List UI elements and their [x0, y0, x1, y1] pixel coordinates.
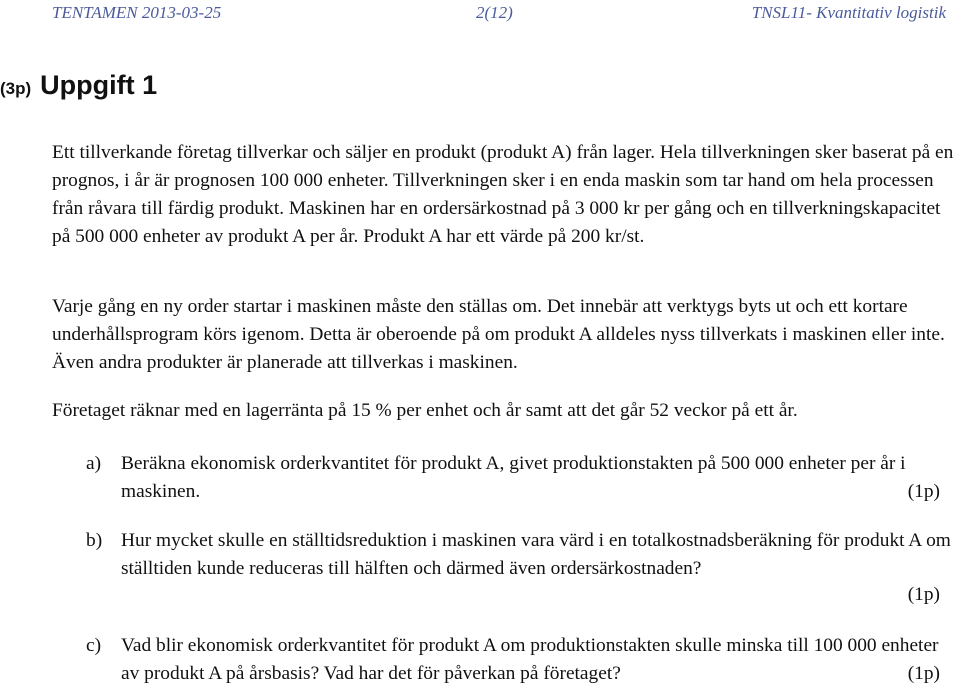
question-points: (1p) — [907, 584, 940, 605]
task-heading — [0, 70, 157, 101]
question-points: (1p) — [907, 481, 940, 502]
question-points: (1p) — [907, 663, 940, 684]
question-label: c) — [86, 635, 102, 656]
task-title: Uppgift 1 — [40, 70, 158, 100]
setup-paragraph: Varje gång en ny order startar i maskinen måste den ställas om. Det innebär att verktygs byts ut och ett kortare underhållsprogram körs igenom. Detta är oberoende på om produkt A alldeles nyss tillverkats i maskinen eller inte. Även andra produkter är planerade att tillverkas i maskinen. — [52, 296, 945, 373]
question-text: Vad blir ekonomisk orderkvantitet för produkt A om produktionstakten skulle minska till 100 000 enheter av produkt A på årsbasis? Vad har det för påverkan på företaget? — [121, 635, 939, 684]
page-number-header: 2(12) — [476, 3, 513, 22]
question-text: Beräkna ekonomisk orderkvantitet för produkt A, givet produktionstakten på 500 000 enheter per år i maskinen. — [121, 453, 906, 502]
question-text: Hur mycket skulle en ställtidsreduktion i maskinen vara värd i en totalkostnadsberäkning för produkt A om ställtiden kunde reduceras till hälften och därmed även ordersärkostnaden? — [121, 530, 951, 579]
course-header: TNSL11- Kvantitativ logistik — [751, 3, 946, 22]
question-label: a) — [86, 453, 102, 474]
exam-date-header: TENTAMEN 2013-03-25 — [52, 3, 222, 22]
intro-paragraph: Ett tillverkande företag tillverkar och säljer en produkt (produkt A) från lager. Hela tillverkningen sker baserat på en prognos, i år är prognosen 100 000 enheter. Tillverkningen sker i en enda maskin som tar hand om hela processen från råvara till färdig produkt. Maskinen har en ordersärkostnad på 3 000 kr per gång och en tillverkningskapacitet på 500 000 enheter av produkt A per år. Produkt A har ett värde på 200 kr/st. — [52, 142, 954, 247]
question-label: b) — [86, 530, 103, 551]
task-points: (3p) — [0, 79, 32, 98]
interest-paragraph: Företaget räknar med en lagerränta på 15 % per enhet och år samt att det går 52 veckor på ett år. — [52, 400, 798, 421]
